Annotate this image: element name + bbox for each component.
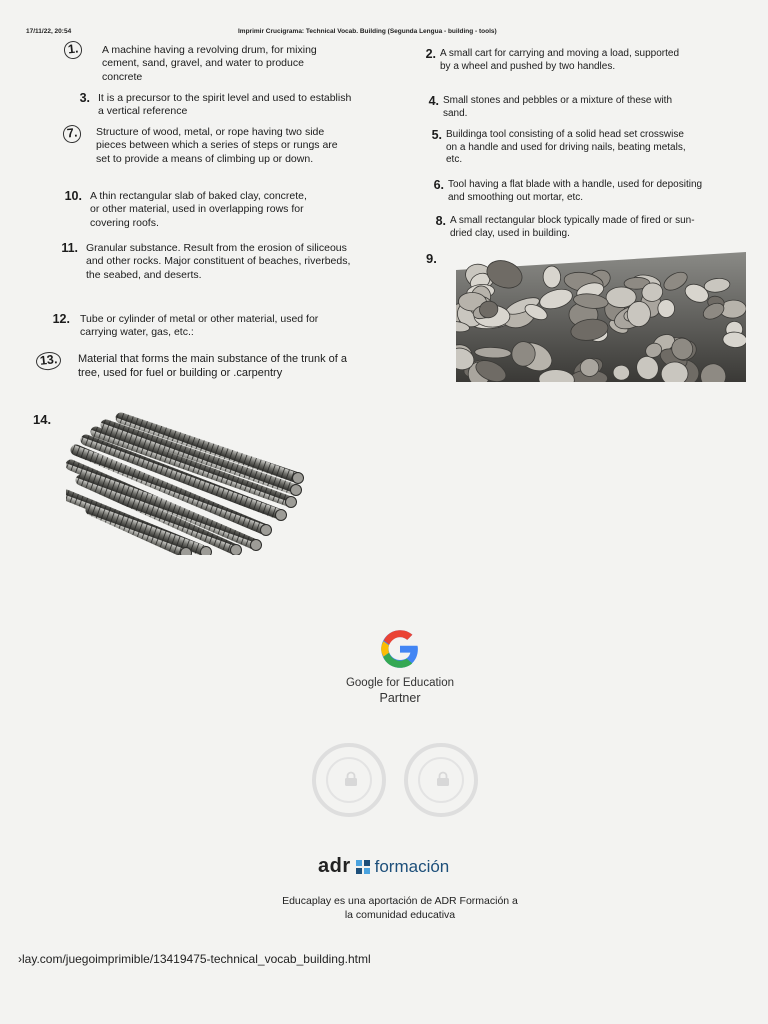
clue-5 xyxy=(431,128,696,167)
gravel-image xyxy=(456,252,746,382)
clue-number: 7. xyxy=(62,124,82,144)
clue-number: 8. xyxy=(435,214,446,228)
rebar-end xyxy=(251,540,262,551)
clue-number: 1. xyxy=(63,40,83,60)
rebar-end xyxy=(231,545,242,556)
clue-number: 6. xyxy=(433,178,444,192)
security-seal-right xyxy=(404,743,478,817)
clue-7 xyxy=(66,125,352,166)
figure-9-label: 9. xyxy=(426,251,437,266)
adr-grid-icon xyxy=(356,860,370,874)
clue-text: A small rectangular block typically made of fired or sun-dried clay, used in building. xyxy=(450,215,695,239)
clue-number: 10. xyxy=(64,189,82,203)
clue-13 xyxy=(39,352,360,381)
footer-url: ›lay.com/juegoimprimible/13419475-technical_vocab_building.html xyxy=(18,952,371,966)
clue-3 xyxy=(79,91,356,119)
clue-text: Tube or cylinder of metal or other material, used for carrying water, gas, etc.: xyxy=(80,313,319,339)
rebar-end xyxy=(291,485,302,496)
clue-6 xyxy=(433,178,718,204)
rebar-image xyxy=(66,410,306,555)
clue-number: 3. xyxy=(79,91,90,105)
clue-text: Buildinga tool consisting of a solid head set crosswise on a handle and used for driving nails, beating metals, etc. xyxy=(446,129,686,166)
clue-12 xyxy=(52,312,342,340)
lock-icon xyxy=(344,771,358,787)
clue-text: A machine having a revolving drum, for mixing cement, sand, gravel, and water to produce concrete xyxy=(102,44,317,83)
educaplay-credit xyxy=(250,894,550,922)
google-g-icon xyxy=(377,627,423,671)
credit-line-2: la comunidad educativa xyxy=(344,909,456,922)
formacion-wordmark: formación xyxy=(374,856,450,876)
clue-11 xyxy=(61,241,354,282)
clue-4 xyxy=(428,94,683,120)
lock-icon xyxy=(436,771,450,787)
clue-10 xyxy=(64,189,312,230)
clue-text: A thin rectangular slab of baked clay, concrete, or other material, used in overlapping rows for covering roofs. xyxy=(90,190,307,229)
rebar-end xyxy=(286,497,297,508)
adr-formacion-logo xyxy=(318,855,449,878)
clue-text: Granular substance. Result from the erosion of siliceous and other rocks. Major constituent of beaches, riverbeds, the seabed, and deserts. xyxy=(86,242,351,281)
clue-text: A small cart for carrying and moving a load, supported by a wheel and pushed by two handles. xyxy=(440,48,680,72)
clue-text: Structure of wood, metal, or rope having two side pieces between which a series of steps or rungs are set to provide a means of climbing up or down. xyxy=(96,126,338,165)
credit-line-1: Educaplay es una aportación de ADR Formación a xyxy=(282,895,518,907)
rebar-end xyxy=(293,473,304,484)
security-seal-left xyxy=(312,743,386,817)
clue-number: 2. xyxy=(425,47,436,61)
adr-wordmark: adr xyxy=(318,855,351,877)
rebar-end xyxy=(276,510,287,521)
clue-1 xyxy=(67,41,347,84)
clue-number: 5. xyxy=(431,128,442,142)
clue-text: It is a precursor to the spirit level and used to establish a vertical reference xyxy=(98,92,352,118)
google-partner-text: Partner xyxy=(379,691,421,705)
google-for-education-block xyxy=(300,627,500,705)
clue-8 xyxy=(435,214,710,240)
figure-14-label: 14. xyxy=(33,412,52,427)
clue-2 xyxy=(425,47,680,73)
clue-text: Tool having a flat blade with a handle, used for depositing and smoothing out mortar, etc. xyxy=(448,179,703,203)
clue-text: Small stones and pebbles or a mixture of these with sand. xyxy=(443,95,673,119)
rebar-end xyxy=(261,525,272,536)
print-title: Imprimir Crucigrama: Technical Vocab. Building (Segunda Lengua - building - tools) xyxy=(238,28,497,35)
clue-number: 11. xyxy=(61,241,78,255)
clue-text: Material that forms the main substance of the trunk of a tree, used for fuel or building or .carpentry xyxy=(78,353,348,379)
clue-number: 12. xyxy=(52,312,70,326)
print-datetime: 17/11/22, 20:54 xyxy=(26,28,72,35)
rebar-end xyxy=(201,547,212,556)
clue-number: 13. xyxy=(35,351,62,371)
google-for-education-text: Google for Education xyxy=(345,677,455,689)
clue-number: 4. xyxy=(428,94,439,108)
rebar-end xyxy=(181,548,192,556)
